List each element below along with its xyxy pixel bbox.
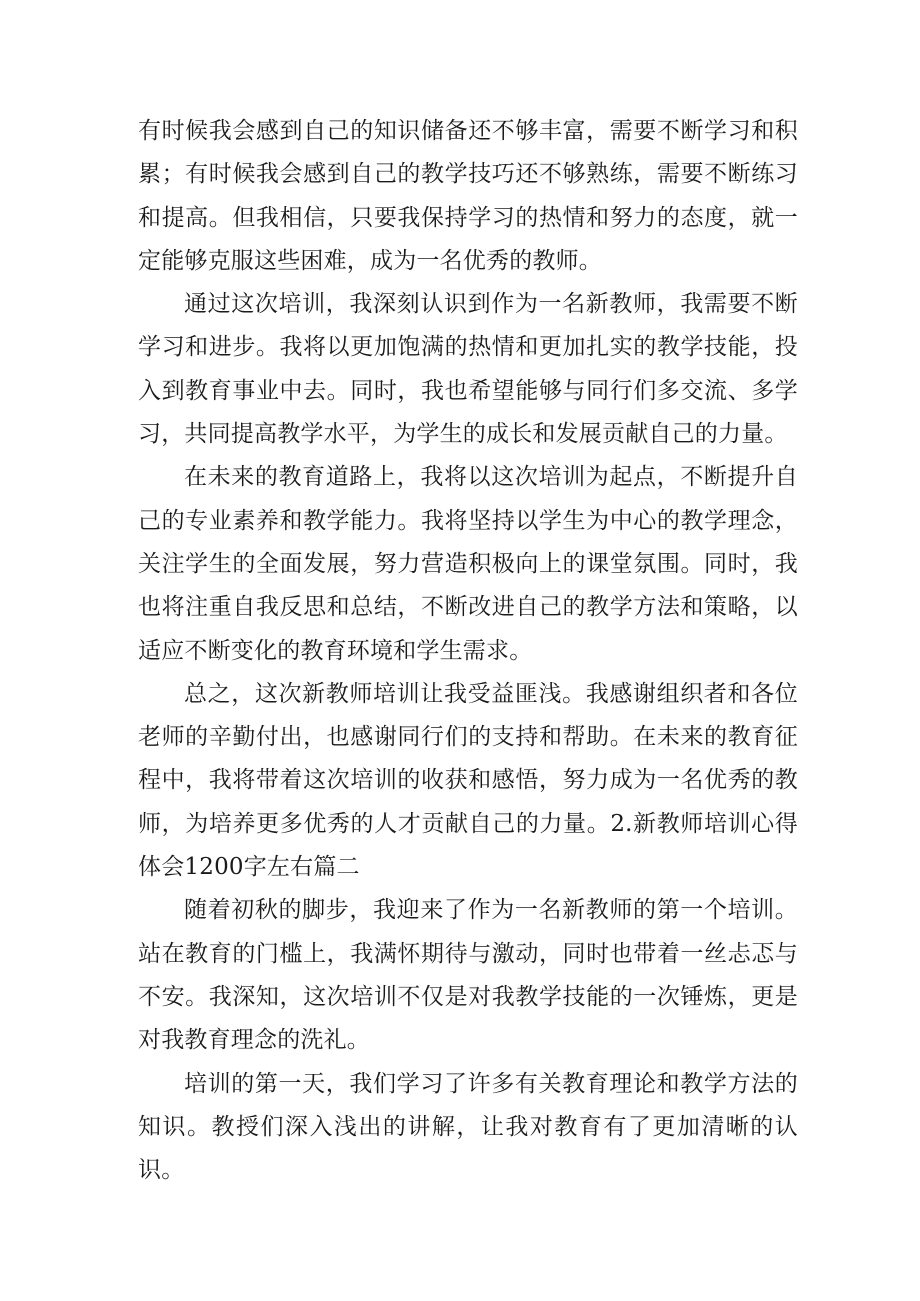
paragraph: 通过这次培训，我深刻认识到作为一名新教师，我需要不断学习和进步。我将以更加饱满的热情和更加扎实的教学技能，投入到教育事业中去。同时，我也希望能够与同行们多交流、多学习，共同提高教学水平，为学生的成长和发展贡献自己的力量。 xyxy=(138,291,798,448)
document-body xyxy=(138,110,798,1192)
paragraph: 培训的第一天，我们学习了许多有关教育理论和教学方法的知识。教授们深入浅出的讲解，让我对教育有了更加清晰的认识。 xyxy=(138,1070,798,1184)
paragraph: 在未来的教育道路上，我将以这次培训为起点，不断提升自己的专业素养和教学能力。我将坚持以学生为中心的教学理念，关注学生的全面发展，努力营造积极向上的课堂氛围。同时，我也将注重自我反思和总结，不断改进自己的教学方法和策略，以适应不断变化的教育环境和学生需求。 xyxy=(138,464,798,664)
paragraph: 总之，这次新教师培训让我受益匪浅。我感谢组织者和各位老师的辛勤付出，也感谢同行们的支持和帮助。在未来的教育征程中，我将带着这次培训的收获和感悟，努力成为一名优秀的教师，为培养更多优秀的人才贡献自己的力量。2.新教师培训心得体会1200字左右篇二 xyxy=(138,680,798,881)
paragraph-continuation: 有时候我会感到自己的知识储备还不够丰富，需要不断学习和积累；有时候我会感到自己的教学技巧还不够熟练，需要不断练习和提高。但我相信，只要我保持学习的热情和努力的态度，就一定能够克服这些困难，成为一名优秀的教师。 xyxy=(138,118,798,274)
paragraph: 随着初秋的脚步，我迎来了作为一名新教师的第一个培训。站在教育的门槛上，我满怀期待与激动，同时也带着一丝忐忑与不安。我深知，这次培训不仅是对我教学技能的一次锤炼，更是对我教育理念的洗礼。 xyxy=(138,897,798,1054)
